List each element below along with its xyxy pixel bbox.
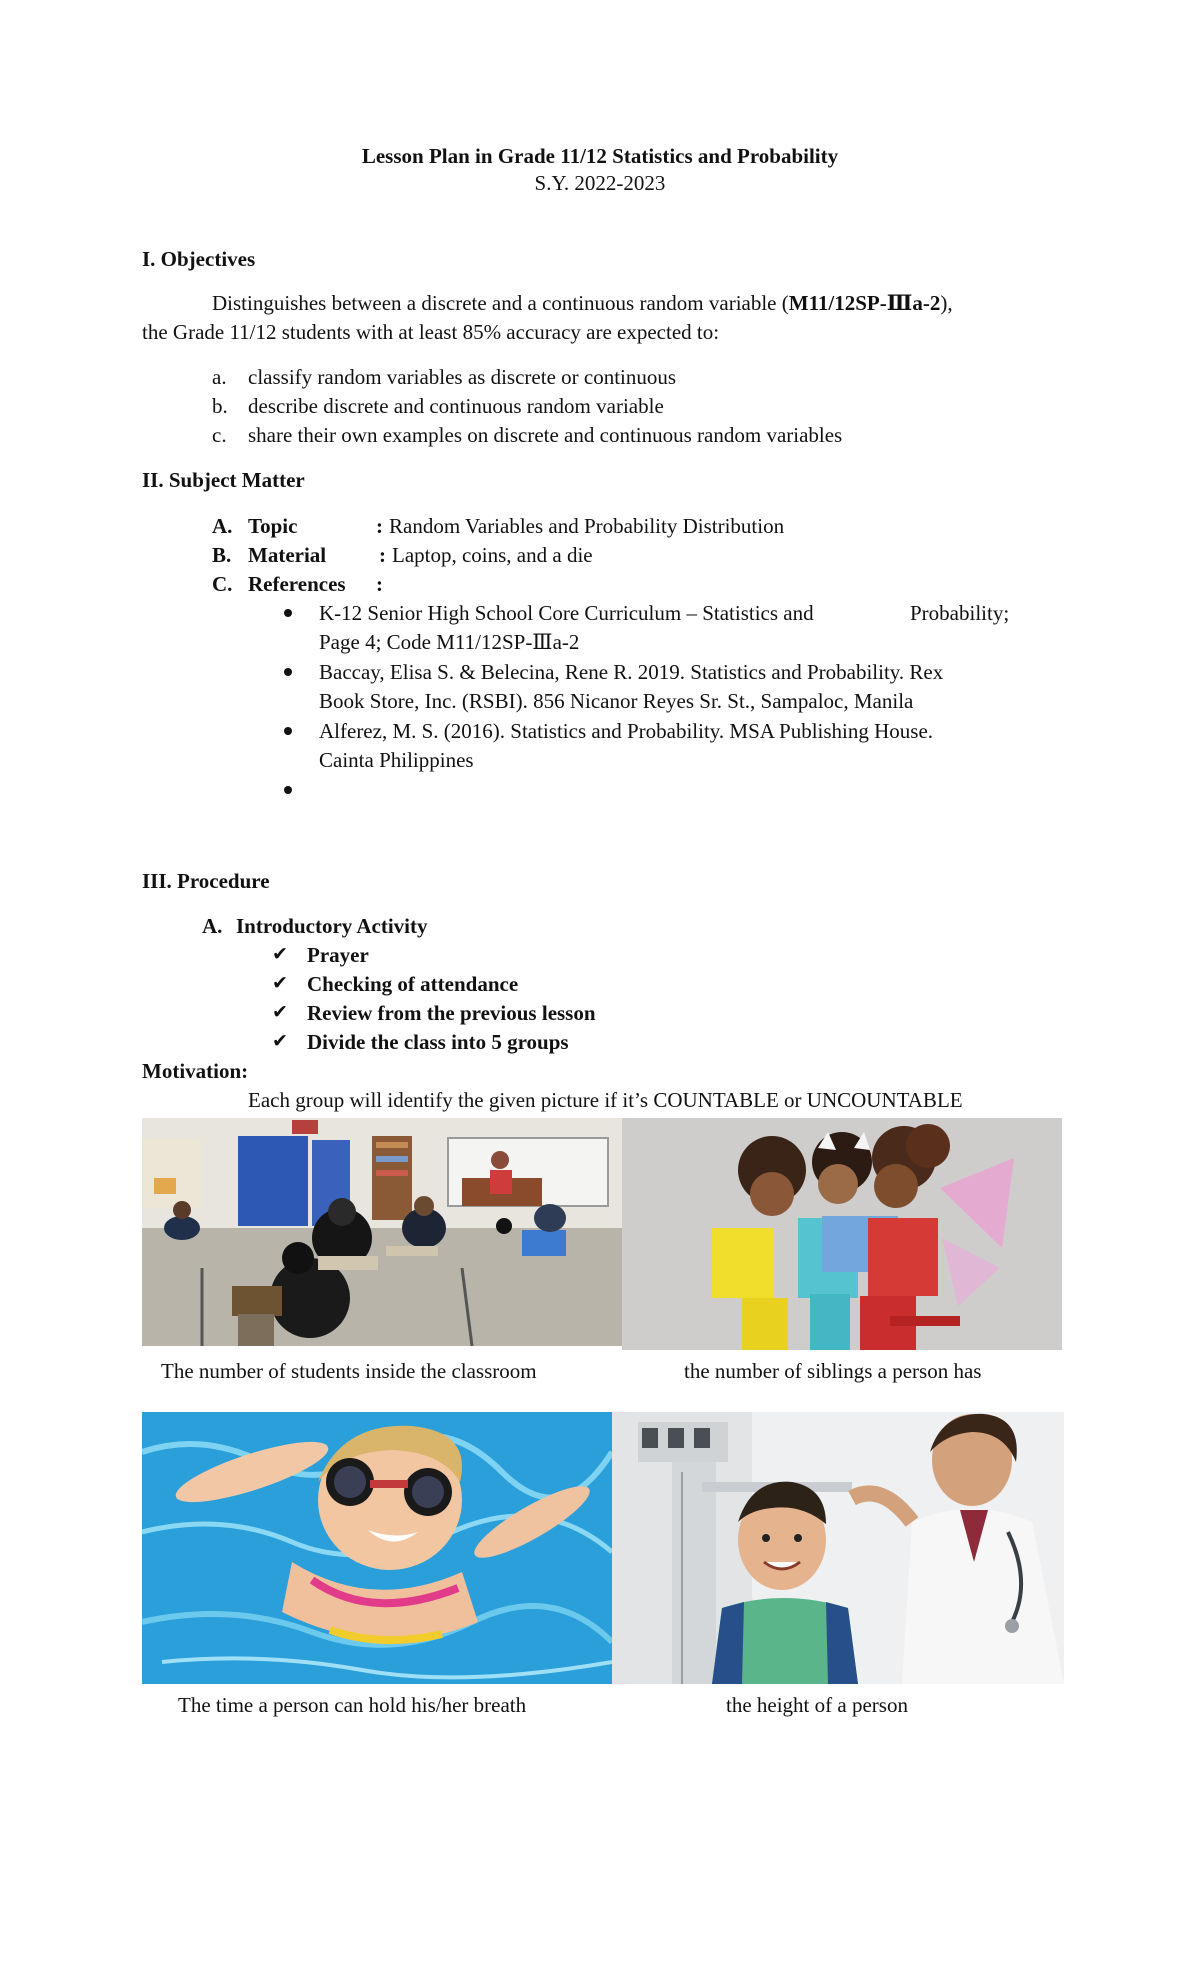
checkmark-icon: ✔ (272, 972, 288, 994)
objectives-intro-pre: Distinguishes between a discrete and a continuous random variable ( (212, 291, 789, 315)
bullet-icon (284, 609, 292, 617)
objective-code: M11/12SP-Ⅲa-2 (788, 291, 941, 315)
checklist-item: Review from the previous lesson (307, 1001, 596, 1025)
checklist-item: Checking of attendance (307, 972, 519, 996)
bullet-icon (284, 668, 292, 676)
checkmark-icon: ✔ (272, 1001, 288, 1023)
topic-label: Topic (248, 514, 298, 538)
objective-item-letter: c. (212, 423, 227, 447)
height-photo (612, 1412, 1064, 1684)
caption-classroom: The number of students inside the classroom (161, 1359, 537, 1383)
topic-letter: A. (212, 514, 233, 538)
intro-activity-letter: A. (202, 914, 223, 938)
objective-item-text: share their own examples on discrete and continuous random variables (248, 423, 843, 447)
checkmark-icon: ✔ (272, 943, 288, 965)
material-label: Material (248, 543, 327, 567)
caption-siblings: the number of siblings a person has (684, 1359, 982, 1383)
caption-breath: The time a person can hold his/her breath (178, 1693, 527, 1717)
objectives-heading: I. Objectives (142, 247, 256, 271)
reference-line: Probability; (910, 601, 1010, 625)
caption-height: the height of a person (726, 1693, 908, 1717)
classroom-photo (142, 1118, 622, 1346)
material-colon: : (379, 543, 386, 567)
swimming-photo (142, 1412, 612, 1684)
subject-matter-heading: II. Subject Matter (142, 468, 305, 492)
checkmark-icon: ✔ (272, 1030, 288, 1052)
objective-item-text: describe discrete and continuous random variable (248, 394, 664, 418)
material-letter: B. (212, 543, 232, 567)
school-year: S.Y. 2022-2023 (534, 171, 666, 195)
objective-item-letter: a. (212, 365, 227, 389)
references-colon: : (376, 572, 383, 596)
objectives-intro (212, 293, 953, 314)
siblings-photo (622, 1118, 1062, 1350)
objective-item-letter: b. (212, 394, 228, 418)
references-letter: C. (212, 572, 233, 596)
objectives-intro-post: ), (940, 291, 953, 315)
intro-activity-label: Introductory Activity (236, 914, 428, 938)
objectives-intro-line2: the Grade 11/12 students with at least 85% accuracy are expected to: (142, 320, 720, 344)
reference-line: Page 4; Code M11/12SP-Ⅲa-2 (319, 630, 580, 654)
material-value: Laptop, coins, and a die (392, 543, 593, 567)
checklist-item: Prayer (307, 943, 369, 967)
bullet-icon (284, 786, 292, 794)
procedure-heading: III. Procedure (142, 869, 270, 893)
motivation-text: Each group will identify the given picture if it’s COUNTABLE or UNCOUNTABLE (248, 1088, 963, 1112)
reference-line: Cainta Philippines (319, 748, 474, 772)
topic-colon: : (376, 514, 383, 538)
references-label: References (248, 572, 346, 596)
objective-item-text: classify random variables as discrete or continuous (248, 365, 677, 389)
reference-line: Baccay, Elisa S. & Belecina, Rene R. 2019. Statistics and Probability. Rex (319, 660, 944, 684)
bullet-icon (284, 727, 292, 735)
checklist-item: Divide the class into 5 groups (307, 1030, 569, 1054)
topic-value: Random Variables and Probability Distribution (389, 514, 785, 538)
reference-line: Book Store, Inc. (RSBI). 856 Nicanor Reyes Sr. St., Sampaloc, Manila (319, 689, 914, 713)
reference-line: Alferez, M. S. (2016). Statistics and Probability. MSA Publishing House. (319, 719, 934, 743)
motivation-label: Motivation: (142, 1059, 249, 1083)
page-title: Lesson Plan in Grade 11/12 Statistics and Probability (361, 144, 839, 168)
reference-line: K-12 Senior High School Core Curriculum – Statistics and (319, 601, 814, 625)
